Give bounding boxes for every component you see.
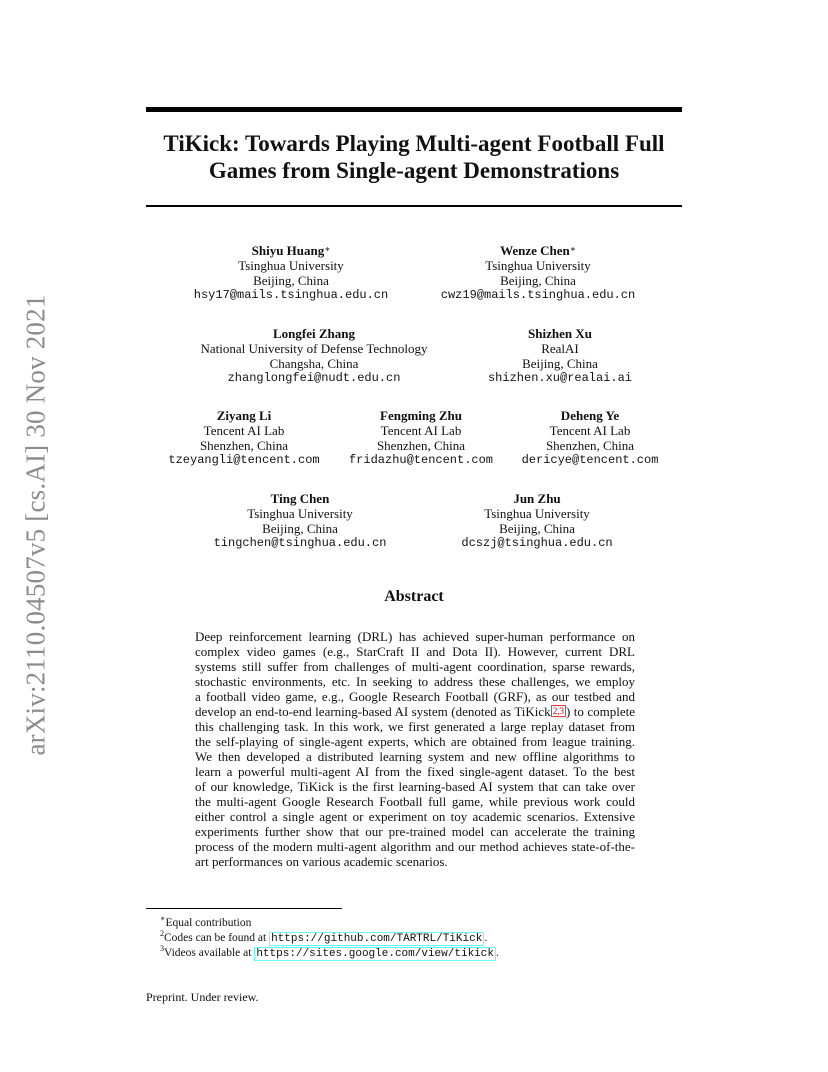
footnote-mark: 3 [160,944,164,953]
author-name: Jun Zhu [513,491,561,506]
author-name: Fengming Zhu [380,408,462,423]
abstract-heading: Abstract [384,588,444,605]
author-block [200,326,427,386]
author-block [194,243,388,303]
footnote-rule [146,908,342,909]
abstract-line: We then developed a distributed learning system and new offline algorithms to [195,749,635,764]
abstract-line: of our knowledge, TiKick is the first learning-based AI system that can take over [195,779,635,794]
arxiv-stamp: arXiv:2110.04507v5 [cs.AI] 30 Nov 2021 [20,294,51,756]
author-email: shizhen.xu@realai.ai [487,371,633,385]
author-name: Ting Chen [270,491,330,506]
code-link[interactable]: https://github.com/TARTRL/TiKick [271,932,483,945]
author-location: Beijing, China [253,273,329,288]
author-email: fridazhu@tencent.com [348,453,494,467]
abstract-line: either control a single agent or experiment on toy academic scenarios. Extensive [195,809,635,824]
abstract-line: systems still suffer from challenges of multi-agent coordination, sparse rewards, [195,659,635,674]
author-location: Changsha, China [269,356,359,371]
abstract-line: learn a powerful multi-agent AI from the fixed single-agent dataset. To the best [195,764,635,779]
author-mark: ∗ [324,244,331,254]
footnote-mark: 2 [160,929,164,938]
author-block [461,491,612,551]
author-name: Wenze Chen [500,243,570,258]
author-email: tzeyangli@tencent.com [168,453,320,467]
title-rule-top [146,107,682,112]
author-email: zhanglongfei@nudt.edu.cn [227,371,401,385]
footnote: $^2$Codes can be found at https://github.com/TARTRL/TiKick . [160,929,488,945]
author-location: Shenzhen, China [199,438,289,453]
author-email: hsy17@mails.tsinghua.edu.cn [193,288,389,302]
abstract-line: process of the modern multi-agent algorithm and our method achieves state-of-the- [195,839,635,854]
abstract-line: the multi-agent Google Research Football full game, while previous work could [195,794,635,809]
abstract-line: complex video games (e.g., StarCraft II and Dota II). However, current DRL [195,644,635,659]
footnote-text: Equal contribution [165,916,252,929]
author-name: Longfei Zhang [272,326,355,341]
author-location: Shenzhen, China [376,438,466,453]
author-location: Beijing, China [522,356,598,371]
author-location: Beijing, China [499,521,575,536]
title-line-1: TiKick: Towards Playing Multi-agent Football Full [163,131,665,156]
author-block [441,243,635,303]
author-affiliation: Tencent AI Lab [380,423,462,438]
author-location: Beijing, China [500,273,576,288]
author-email: cwz19@mails.tsinghua.edu.cn [440,288,636,302]
abstract-line: Deep reinforcement learning (DRL) has achieved super-human performance on [195,629,635,644]
author-location: Beijing, China [262,521,338,536]
paper-title [146,130,682,184]
title-line-2: Games from Single-agent Demonstrations [208,158,620,183]
author-block [214,491,387,551]
footnote-text: Codes can be found at [164,931,270,944]
author-name: Shizhen Xu [528,326,592,341]
abstract-line: the self-playing of single-agent experts, which are obtained from league training. [195,734,635,749]
abstract-line [195,704,635,719]
video-link[interactable]: https://sites.google.com/view/tikick [256,947,494,960]
author-affiliation: RealAI [541,341,579,356]
author-affiliation: Tsinghua University [485,258,591,273]
author-location: Shenzhen, China [545,438,635,453]
abstract-line-tail: ) to complete [565,704,635,719]
author-name: Shiyu Huang [251,243,325,258]
author-block [168,408,319,468]
footnote-mark: ∗ [160,914,166,923]
author-block [522,408,659,468]
author-name: Ziyang Li [216,408,272,423]
abstract-line: art performances on various academic scenarios. [195,854,448,869]
author-affiliation: Tencent AI Lab [203,423,285,438]
abstract-line-text: develop an end-to-end learning-based AI system (denoted as TiKick [195,704,551,719]
preprint-note: Preprint. Under review. [146,990,259,1004]
author-block [488,326,632,386]
author-email: tingchen@tsinghua.edu.cn [213,536,387,550]
author-mark: ∗ [569,244,576,254]
author-affiliation: Tsinghua University [238,258,344,273]
author-name: Deheng Ye [560,408,620,423]
abstract-body [195,629,635,869]
author-block [349,408,493,468]
abstract-line: experiments further show that our pre-trained model can accelerate the training [195,824,635,839]
author-affiliation: Tsinghua University [247,506,353,521]
footnote: $^3$Videos available at https://sites.google.com/view/tikick . [160,944,499,960]
author-affiliation: Tsinghua University [484,506,590,521]
author-affiliation: Tencent AI Lab [549,423,631,438]
abstract-line: a football video game, e.g., Google Research Football (GRF), as our testbed and [195,689,635,704]
abstract-line: this challenging task. In this work, we first generated a large replay dataset from [195,719,635,734]
author-email: dcszj@tsinghua.edu.cn [461,536,613,550]
title-rule-bottom [146,205,682,207]
author-email: dericye@tencent.com [521,453,659,467]
author-affiliation: National University of Defense Technology [200,341,428,356]
abstract-line: stochastic environments, etc. In seeking to address these challenges, we employ [195,674,635,689]
footnote-ref-link[interactable]: 2,3 [552,706,564,716]
footnote-text: Videos available at [164,946,255,959]
